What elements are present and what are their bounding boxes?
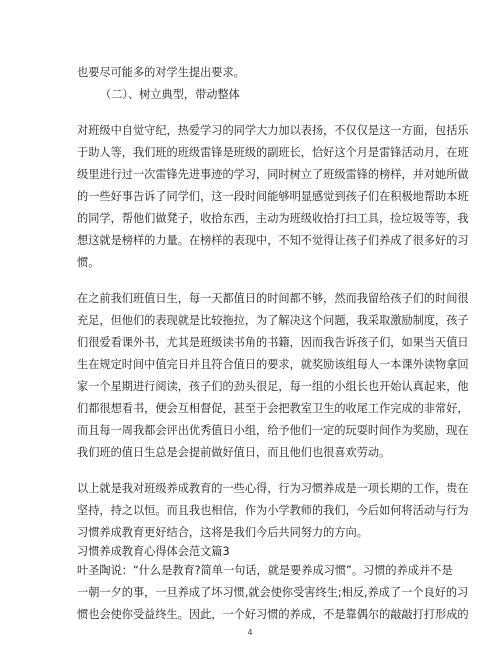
paragraph-line: 以上就是我对班级养成教育的一些心得，行为习惯养成是一项长期的工作，贵在 [77, 482, 469, 495]
page-number: 4 [247, 628, 253, 637]
paragraph-line: 叶圣陶说：“什么是教育?简单一句话，就是要养成习惯”。习惯的养成并不是 [77, 564, 453, 577]
paragraph-line: 一朝一夕的事，一旦养成了坏习惯,就会使你受害终生;相反,养成了一个良好的习 [77, 586, 469, 599]
paragraph-line: 的同学，帮他们做凳子，收拾东西，主动为班级收拾打扫工具，捡垃圾等等，我 [77, 212, 469, 225]
paragraph-line: 于助人等，我们班的班级雷锋是班级的副班长，恰好这个月是雷锋活动月，在班 [77, 146, 469, 159]
paragraph-line: 坚持，持之以恒。而且我也相信，作为小学教师的我们，今后如何将活动与行为 [77, 504, 469, 517]
paragraph-line: 的一些好事告诉了同学们，这一段时间能够明显感觉到孩子们在积极地帮助本班 [77, 190, 469, 203]
paragraph-line: 惯也会使你受益终生。因此，一个好习惯的养成，不是靠偶尔的敲敲打打形成的 [77, 608, 469, 621]
paragraph-line: 也要尽可能多的对学生提出要求。 [77, 66, 245, 79]
paragraph-line: 级里进行过一次雷锋先进事迹的学习，同时树立了班级雷锋的榜样，并对她所做 [77, 168, 469, 181]
paragraph-line: 惯。 [77, 256, 100, 269]
article-subtitle: 习惯养成教育心得体会范文篇3 [77, 545, 230, 558]
paragraph-line: 习惯养成教育更好结合，这将是我们今后共同努力的方向。 [77, 526, 368, 539]
paragraph-line: 想这就是榜样的力量。在榜样的表现中，不知不觉得让孩子们养成了很多好的习 [77, 234, 469, 247]
paragraph-line: 生在规定时间中值完日并且符合值日的要求，就奖励该组每人一本课外读物拿回 [77, 358, 469, 371]
paragraph-line: 对班级中自觉守纪，热爱学习的同学大力加以表扬，不仅仅是这一方面，包括乐 [77, 124, 469, 137]
paragraph-line: 家一个星期进行阅读，孩子们的劲头很足，每一组的小组长也开始认真起来，他 [77, 380, 469, 393]
paragraph-line: 们很爱看课外书，尤其是班级读书角的书籍，因而我告诉孩子们，如果当天值日 [77, 336, 469, 349]
paragraph-line: 在之前我们班值日生，每一天都值日的时间都不够，然而我留给孩子们的时间很 [77, 292, 469, 305]
paragraph-line: 而且每一周我都会评出优秀值日小组，给予他们一定的玩耍时间作为奖励，现在 [77, 424, 469, 437]
paragraph-line: 我们班的值日生总是会提前做好值日，而且他们也很喜欢劳动。 [77, 446, 391, 459]
paragraph-line: 们都很想看书，便会互相督促，甚至于会把教室卫生的收尾工作完成的非常好， [77, 402, 469, 415]
section-heading: （二）、树立典型，带动整体 [100, 88, 240, 101]
paragraph-line: 充足，但他们的表现就是比较拖拉，为了解决这个问题，我采取激励制度，孩子 [77, 314, 469, 327]
